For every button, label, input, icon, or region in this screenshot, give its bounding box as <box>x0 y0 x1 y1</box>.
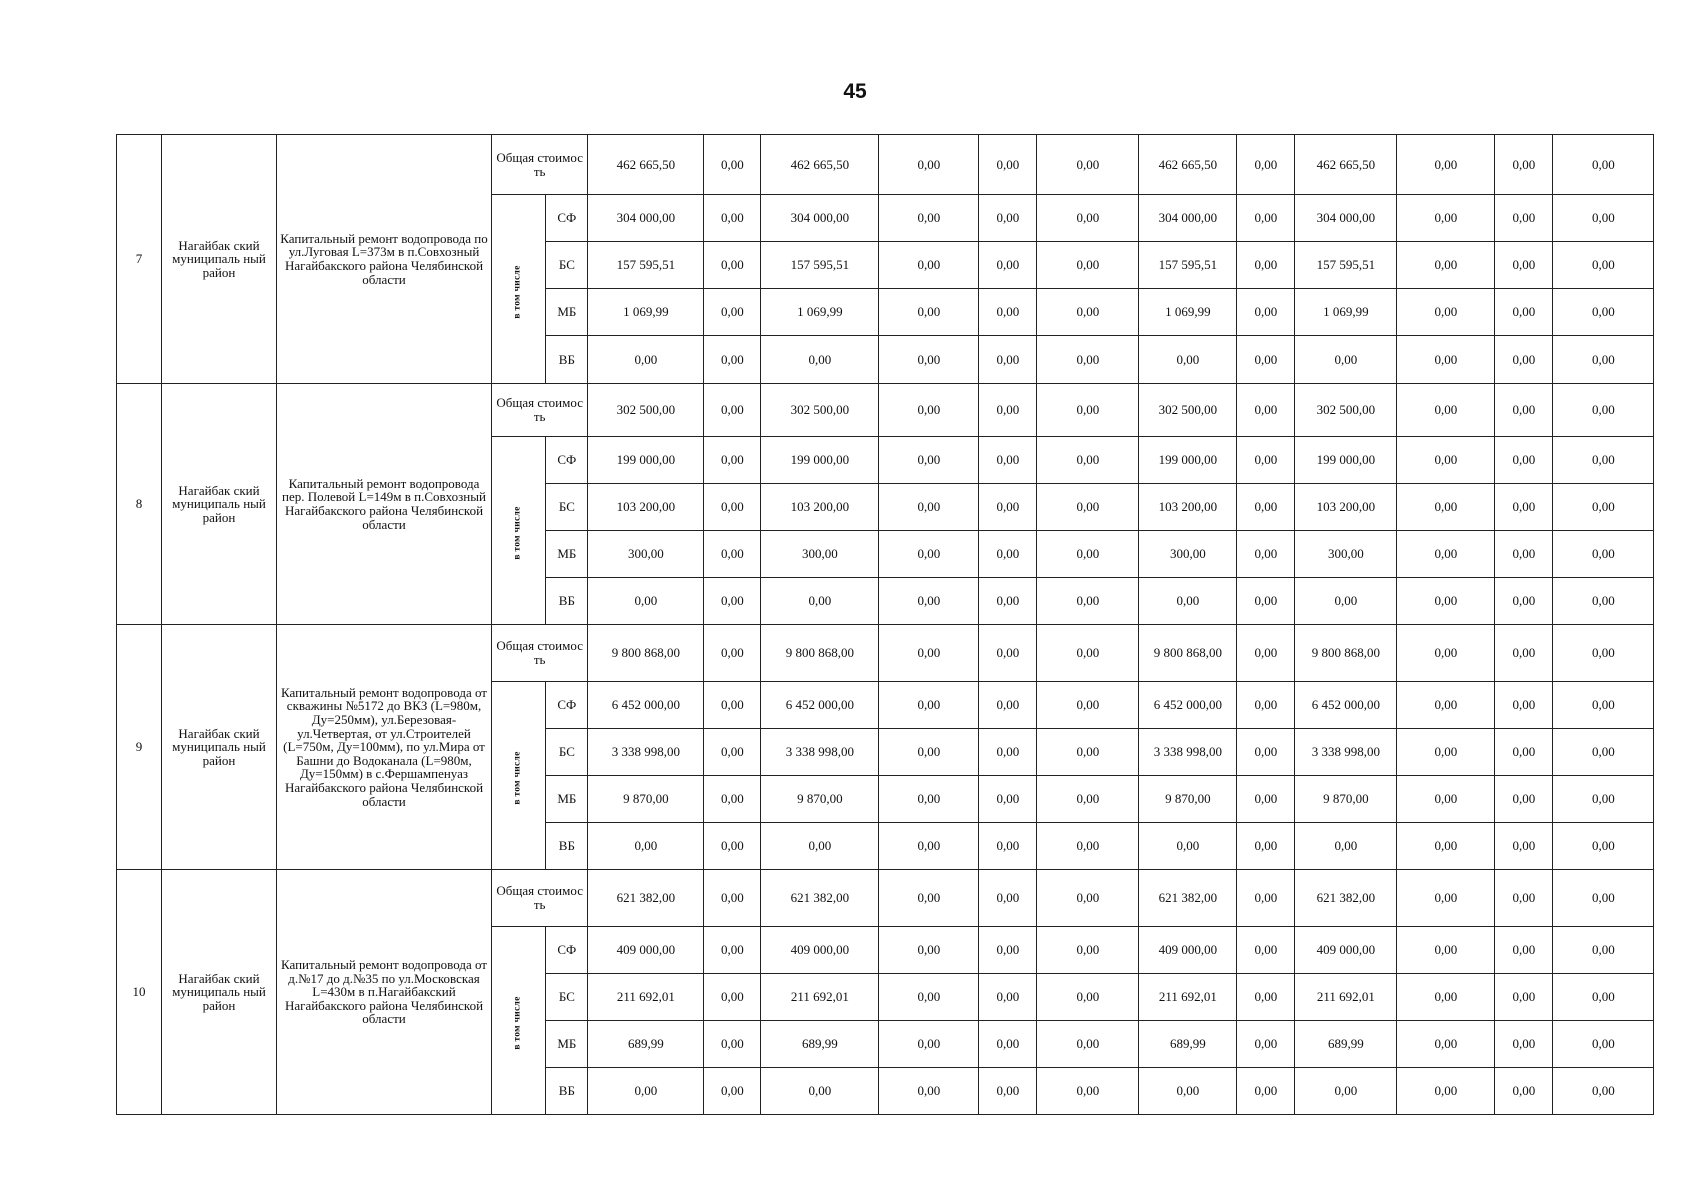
value-cell: 9 870,00 <box>588 776 704 823</box>
value-cell: 0,00 <box>1397 625 1495 682</box>
value-cell: 302 500,00 <box>1295 384 1397 437</box>
value-cell: 0,00 <box>1237 682 1295 729</box>
row-number: 8 <box>117 384 162 625</box>
value-cell: 0,00 <box>1495 484 1553 531</box>
value-cell: 6 452 000,00 <box>1139 682 1237 729</box>
value-cell: 0,00 <box>1553 578 1654 625</box>
value-cell: 3 338 998,00 <box>1295 729 1397 776</box>
value-cell: 157 595,51 <box>761 242 879 289</box>
value-cell: 0,00 <box>1237 974 1295 1021</box>
value-cell: 0,00 <box>979 776 1037 823</box>
value-cell: 0,00 <box>979 437 1037 484</box>
value-cell: 9 870,00 <box>1139 776 1237 823</box>
value-cell: 9 800 868,00 <box>1295 625 1397 682</box>
value-cell: 0,00 <box>1237 927 1295 974</box>
value-cell: 0,00 <box>1495 1068 1553 1115</box>
table-row-total <box>117 384 1654 437</box>
value-cell: 0,00 <box>1553 242 1654 289</box>
value-cell: 103 200,00 <box>761 484 879 531</box>
value-cell: 0,00 <box>1495 974 1553 1021</box>
value-cell: 0,00 <box>1553 776 1654 823</box>
value-cell: 0,00 <box>1237 242 1295 289</box>
value-cell: 0,00 <box>1295 578 1397 625</box>
value-cell: 0,00 <box>1237 1068 1295 1115</box>
value-cell: 0,00 <box>979 870 1037 927</box>
value-cell: 0,00 <box>704 870 761 927</box>
total-cost-label: Общая стоимос ть <box>492 135 588 195</box>
value-cell: 0,00 <box>1237 135 1295 195</box>
value-cell: 199 000,00 <box>1139 437 1237 484</box>
funding-source-label: СФ <box>546 195 588 242</box>
value-cell: 0,00 <box>1553 625 1654 682</box>
value-cell: 0,00 <box>1037 870 1139 927</box>
value-cell: 0,00 <box>704 776 761 823</box>
value-cell: 0,00 <box>879 578 979 625</box>
value-cell: 211 692,01 <box>1139 974 1237 1021</box>
value-cell: 0,00 <box>879 1021 979 1068</box>
value-cell: 3 338 998,00 <box>588 729 704 776</box>
value-cell: 0,00 <box>761 1068 879 1115</box>
value-cell: 0,00 <box>1397 289 1495 336</box>
value-cell: 9 870,00 <box>761 776 879 823</box>
value-cell: 6 452 000,00 <box>761 682 879 729</box>
value-cell: 302 500,00 <box>761 384 879 437</box>
funding-source-label: БС <box>546 484 588 531</box>
value-cell: 0,00 <box>1397 242 1495 289</box>
funding-source-label: СФ <box>546 437 588 484</box>
value-cell: 689,99 <box>761 1021 879 1068</box>
value-cell: 0,00 <box>879 776 979 823</box>
value-cell: 0,00 <box>879 437 979 484</box>
value-cell: 1 069,99 <box>1295 289 1397 336</box>
table-row-total <box>117 870 1654 927</box>
value-cell: 0,00 <box>1037 974 1139 1021</box>
district-name: Нагайбак ский муниципаль ный район <box>162 625 277 870</box>
value-cell: 0,00 <box>879 242 979 289</box>
value-cell: 0,00 <box>879 336 979 384</box>
value-cell: 0,00 <box>1237 625 1295 682</box>
value-cell: 0,00 <box>1139 336 1237 384</box>
table-body <box>117 135 1654 1115</box>
value-cell: 0,00 <box>1495 437 1553 484</box>
value-cell: 1 069,99 <box>1139 289 1237 336</box>
value-cell: 103 200,00 <box>1139 484 1237 531</box>
value-cell: 0,00 <box>1495 531 1553 578</box>
value-cell: 0,00 <box>979 578 1037 625</box>
financing-table <box>116 134 1654 1115</box>
value-cell: 0,00 <box>588 1068 704 1115</box>
value-cell: 0,00 <box>1553 289 1654 336</box>
value-cell: 304 000,00 <box>761 195 879 242</box>
value-cell: 0,00 <box>1553 336 1654 384</box>
value-cell: 300,00 <box>761 531 879 578</box>
value-cell: 0,00 <box>1037 242 1139 289</box>
value-cell: 0,00 <box>588 578 704 625</box>
value-cell: 199 000,00 <box>588 437 704 484</box>
value-cell: 0,00 <box>1495 870 1553 927</box>
value-cell: 0,00 <box>1037 135 1139 195</box>
value-cell: 0,00 <box>1495 625 1553 682</box>
value-cell: 0,00 <box>879 974 979 1021</box>
including-label-cell <box>492 927 546 1115</box>
value-cell: 304 000,00 <box>588 195 704 242</box>
value-cell: 0,00 <box>979 1068 1037 1115</box>
value-cell: 0,00 <box>704 531 761 578</box>
value-cell: 0,00 <box>1397 1021 1495 1068</box>
value-cell: 0,00 <box>704 729 761 776</box>
including-label: в том числе <box>512 996 523 1050</box>
including-label: в том числе <box>512 506 523 560</box>
value-cell: 409 000,00 <box>761 927 879 974</box>
value-cell: 0,00 <box>1553 384 1654 437</box>
value-cell: 689,99 <box>588 1021 704 1068</box>
value-cell: 0,00 <box>1037 682 1139 729</box>
project-description: Капитальный ремонт водопровода от скважины №5172 до ВКЗ (L=980м, Ду=250мм), ул.Березовая-ул.Четвертая, от ул.Строителей (L=750м, Ду=100мм), по ул.Мира от Башни до Водоканала (L=980м, Ду=150мм) в с.Фершампенуаз Нагайбакского района Челябинской области <box>277 625 492 870</box>
district-name: Нагайбак ский муниципаль ный район <box>162 870 277 1115</box>
row-number: 10 <box>117 870 162 1115</box>
value-cell: 0,00 <box>1037 578 1139 625</box>
value-cell: 199 000,00 <box>761 437 879 484</box>
value-cell: 0,00 <box>979 682 1037 729</box>
value-cell: 409 000,00 <box>1295 927 1397 974</box>
funding-source-label: МБ <box>546 289 588 336</box>
value-cell: 0,00 <box>1237 578 1295 625</box>
row-number: 7 <box>117 135 162 384</box>
value-cell: 300,00 <box>1139 531 1237 578</box>
value-cell: 9 800 868,00 <box>588 625 704 682</box>
value-cell: 0,00 <box>879 531 979 578</box>
value-cell: 103 200,00 <box>1295 484 1397 531</box>
value-cell: 0,00 <box>979 927 1037 974</box>
value-cell: 0,00 <box>1397 437 1495 484</box>
value-cell: 0,00 <box>704 242 761 289</box>
value-cell: 0,00 <box>1037 625 1139 682</box>
value-cell: 302 500,00 <box>1139 384 1237 437</box>
value-cell: 300,00 <box>588 531 704 578</box>
value-cell: 0,00 <box>1553 974 1654 1021</box>
table-row-total <box>117 625 1654 682</box>
value-cell: 0,00 <box>704 384 761 437</box>
funding-source-label: БС <box>546 974 588 1021</box>
value-cell: 0,00 <box>1037 289 1139 336</box>
value-cell: 0,00 <box>1495 776 1553 823</box>
value-cell: 0,00 <box>1397 823 1495 870</box>
value-cell: 0,00 <box>979 135 1037 195</box>
value-cell: 0,00 <box>1397 1068 1495 1115</box>
value-cell: 462 665,50 <box>761 135 879 195</box>
value-cell: 462 665,50 <box>1295 135 1397 195</box>
value-cell: 621 382,00 <box>588 870 704 927</box>
value-cell: 0,00 <box>1037 1068 1139 1115</box>
value-cell: 0,00 <box>1037 1021 1139 1068</box>
value-cell: 0,00 <box>1237 870 1295 927</box>
value-cell: 0,00 <box>1295 336 1397 384</box>
value-cell: 409 000,00 <box>1139 927 1237 974</box>
value-cell: 0,00 <box>1237 531 1295 578</box>
value-cell: 0,00 <box>1495 578 1553 625</box>
value-cell: 0,00 <box>1495 289 1553 336</box>
value-cell: 0,00 <box>1237 336 1295 384</box>
funding-source-label: ВБ <box>546 336 588 384</box>
including-label-cell <box>492 437 546 625</box>
value-cell: 3 338 998,00 <box>761 729 879 776</box>
value-cell: 621 382,00 <box>1139 870 1237 927</box>
value-cell: 0,00 <box>1553 729 1654 776</box>
value-cell: 0,00 <box>704 289 761 336</box>
value-cell: 0,00 <box>1397 776 1495 823</box>
funding-source-label: ВБ <box>546 823 588 870</box>
value-cell: 157 595,51 <box>588 242 704 289</box>
value-cell: 0,00 <box>1397 927 1495 974</box>
value-cell: 302 500,00 <box>588 384 704 437</box>
value-cell: 689,99 <box>1295 1021 1397 1068</box>
value-cell: 0,00 <box>1397 384 1495 437</box>
project-description: Капитальный ремонт водопровода от д.№17 до д.№35 по ул.Московская L=430м в п.Нагайбакский Нагайбакского района Челябинской области <box>277 870 492 1115</box>
value-cell: 6 452 000,00 <box>1295 682 1397 729</box>
value-cell: 0,00 <box>704 195 761 242</box>
value-cell: 0,00 <box>1553 870 1654 927</box>
value-cell: 0,00 <box>979 242 1037 289</box>
value-cell: 0,00 <box>1237 729 1295 776</box>
value-cell: 1 069,99 <box>761 289 879 336</box>
funding-source-label: МБ <box>546 776 588 823</box>
value-cell: 0,00 <box>1397 336 1495 384</box>
value-cell: 0,00 <box>979 823 1037 870</box>
value-cell: 0,00 <box>704 1068 761 1115</box>
value-cell: 0,00 <box>1495 384 1553 437</box>
including-label-cell <box>492 195 546 384</box>
value-cell: 0,00 <box>704 682 761 729</box>
value-cell: 0,00 <box>1495 682 1553 729</box>
value-cell: 0,00 <box>1553 682 1654 729</box>
value-cell: 0,00 <box>1037 336 1139 384</box>
value-cell: 0,00 <box>1553 195 1654 242</box>
value-cell: 0,00 <box>761 336 879 384</box>
value-cell: 0,00 <box>704 974 761 1021</box>
district-name: Нагайбак ский муниципаль ный район <box>162 135 277 384</box>
total-cost-label: Общая стоимос ть <box>492 625 588 682</box>
value-cell: 0,00 <box>879 729 979 776</box>
value-cell: 0,00 <box>1495 927 1553 974</box>
value-cell: 689,99 <box>1139 1021 1237 1068</box>
value-cell: 0,00 <box>704 1021 761 1068</box>
value-cell: 0,00 <box>979 195 1037 242</box>
value-cell: 0,00 <box>979 484 1037 531</box>
value-cell: 0,00 <box>1397 578 1495 625</box>
value-cell: 0,00 <box>1139 1068 1237 1115</box>
value-cell: 0,00 <box>1139 823 1237 870</box>
value-cell: 0,00 <box>704 823 761 870</box>
value-cell: 0,00 <box>1495 195 1553 242</box>
district-name: Нагайбак ский муниципаль ный район <box>162 384 277 625</box>
value-cell: 0,00 <box>979 336 1037 384</box>
funding-source-label: БС <box>546 729 588 776</box>
value-cell: 0,00 <box>1553 531 1654 578</box>
table-row-total <box>117 135 1654 195</box>
value-cell: 1 069,99 <box>588 289 704 336</box>
value-cell: 462 665,50 <box>588 135 704 195</box>
value-cell: 0,00 <box>1237 776 1295 823</box>
value-cell: 0,00 <box>979 729 1037 776</box>
value-cell: 0,00 <box>979 625 1037 682</box>
value-cell: 0,00 <box>1495 729 1553 776</box>
value-cell: 0,00 <box>1037 531 1139 578</box>
total-cost-label: Общая стоимос ть <box>492 384 588 437</box>
value-cell: 0,00 <box>1295 1068 1397 1115</box>
value-cell: 0,00 <box>879 927 979 974</box>
value-cell: 0,00 <box>879 870 979 927</box>
value-cell: 0,00 <box>879 384 979 437</box>
value-cell: 0,00 <box>1397 974 1495 1021</box>
row-number: 9 <box>117 625 162 870</box>
project-description: Капитальный ремонт водопровода по ул.Луговая L=373м в п.Совхозный Нагайбакского района Челябинской области <box>277 135 492 384</box>
value-cell: 0,00 <box>1139 578 1237 625</box>
value-cell: 0,00 <box>979 974 1037 1021</box>
value-cell: 0,00 <box>1237 195 1295 242</box>
funding-source-label: МБ <box>546 1021 588 1068</box>
value-cell: 0,00 <box>704 625 761 682</box>
value-cell: 0,00 <box>1037 823 1139 870</box>
value-cell: 0,00 <box>1037 384 1139 437</box>
value-cell: 0,00 <box>1237 289 1295 336</box>
value-cell: 0,00 <box>1237 1021 1295 1068</box>
value-cell: 0,00 <box>1495 135 1553 195</box>
value-cell: 0,00 <box>1495 242 1553 289</box>
value-cell: 157 595,51 <box>1139 242 1237 289</box>
funding-source-label: МБ <box>546 531 588 578</box>
value-cell: 0,00 <box>704 336 761 384</box>
value-cell: 0,00 <box>879 484 979 531</box>
value-cell: 0,00 <box>1397 729 1495 776</box>
value-cell: 0,00 <box>1397 531 1495 578</box>
including-label-cell <box>492 682 546 870</box>
including-label: в том числе <box>512 751 523 805</box>
value-cell: 0,00 <box>1037 195 1139 242</box>
value-cell: 0,00 <box>1397 870 1495 927</box>
value-cell: 0,00 <box>879 823 979 870</box>
value-cell: 0,00 <box>704 927 761 974</box>
value-cell: 211 692,01 <box>1295 974 1397 1021</box>
value-cell: 0,00 <box>879 289 979 336</box>
value-cell: 621 382,00 <box>1295 870 1397 927</box>
value-cell: 3 338 998,00 <box>1139 729 1237 776</box>
value-cell: 0,00 <box>979 1021 1037 1068</box>
funding-source-label: ВБ <box>546 1068 588 1115</box>
value-cell: 0,00 <box>1553 1021 1654 1068</box>
value-cell: 0,00 <box>1295 823 1397 870</box>
value-cell: 0,00 <box>1037 484 1139 531</box>
page-number: 45 <box>843 80 867 103</box>
value-cell: 0,00 <box>1553 437 1654 484</box>
funding-source-label: СФ <box>546 682 588 729</box>
value-cell: 0,00 <box>1037 729 1139 776</box>
value-cell: 0,00 <box>1553 135 1654 195</box>
value-cell: 0,00 <box>1237 384 1295 437</box>
value-cell: 0,00 <box>1237 437 1295 484</box>
value-cell: 0,00 <box>761 823 879 870</box>
value-cell: 0,00 <box>1397 195 1495 242</box>
value-cell: 0,00 <box>979 289 1037 336</box>
funding-source-label: СФ <box>546 927 588 974</box>
value-cell: 103 200,00 <box>588 484 704 531</box>
value-cell: 0,00 <box>1495 336 1553 384</box>
value-cell: 6 452 000,00 <box>588 682 704 729</box>
value-cell: 0,00 <box>704 484 761 531</box>
value-cell: 0,00 <box>704 437 761 484</box>
value-cell: 0,00 <box>1553 484 1654 531</box>
value-cell: 9 870,00 <box>1295 776 1397 823</box>
funding-source-label: ВБ <box>546 578 588 625</box>
value-cell: 0,00 <box>1495 823 1553 870</box>
value-cell: 0,00 <box>1237 823 1295 870</box>
project-description: Капитальный ремонт водопровода пер. Полевой L=149м в п.Совхозный Нагайбакского района Челябинской области <box>277 384 492 625</box>
value-cell: 211 692,01 <box>761 974 879 1021</box>
value-cell: 9 800 868,00 <box>1139 625 1237 682</box>
value-cell: 409 000,00 <box>588 927 704 974</box>
value-cell: 211 692,01 <box>588 974 704 1021</box>
value-cell: 0,00 <box>1037 927 1139 974</box>
total-cost-label: Общая стоимос ть <box>492 870 588 927</box>
value-cell: 0,00 <box>879 135 979 195</box>
value-cell: 0,00 <box>1553 927 1654 974</box>
value-cell: 0,00 <box>879 625 979 682</box>
value-cell: 0,00 <box>1397 682 1495 729</box>
value-cell: 0,00 <box>879 1068 979 1115</box>
value-cell: 621 382,00 <box>761 870 879 927</box>
value-cell: 0,00 <box>979 384 1037 437</box>
value-cell: 0,00 <box>1553 1068 1654 1115</box>
value-cell: 0,00 <box>1495 1021 1553 1068</box>
value-cell: 0,00 <box>588 823 704 870</box>
value-cell: 0,00 <box>1553 823 1654 870</box>
funding-source-label: БС <box>546 242 588 289</box>
value-cell: 0,00 <box>1037 437 1139 484</box>
value-cell: 157 595,51 <box>1295 242 1397 289</box>
value-cell: 0,00 <box>879 195 979 242</box>
value-cell: 0,00 <box>1037 776 1139 823</box>
value-cell: 0,00 <box>761 578 879 625</box>
value-cell: 0,00 <box>1237 484 1295 531</box>
value-cell: 0,00 <box>1397 135 1495 195</box>
value-cell: 0,00 <box>979 531 1037 578</box>
value-cell: 0,00 <box>879 682 979 729</box>
value-cell: 300,00 <box>1295 531 1397 578</box>
value-cell: 0,00 <box>1397 484 1495 531</box>
including-label: в том числе <box>512 264 523 319</box>
value-cell: 304 000,00 <box>1139 195 1237 242</box>
value-cell: 462 665,50 <box>1139 135 1237 195</box>
value-cell: 0,00 <box>704 578 761 625</box>
value-cell: 0,00 <box>588 336 704 384</box>
value-cell: 9 800 868,00 <box>761 625 879 682</box>
value-cell: 304 000,00 <box>1295 195 1397 242</box>
value-cell: 0,00 <box>704 135 761 195</box>
value-cell: 199 000,00 <box>1295 437 1397 484</box>
